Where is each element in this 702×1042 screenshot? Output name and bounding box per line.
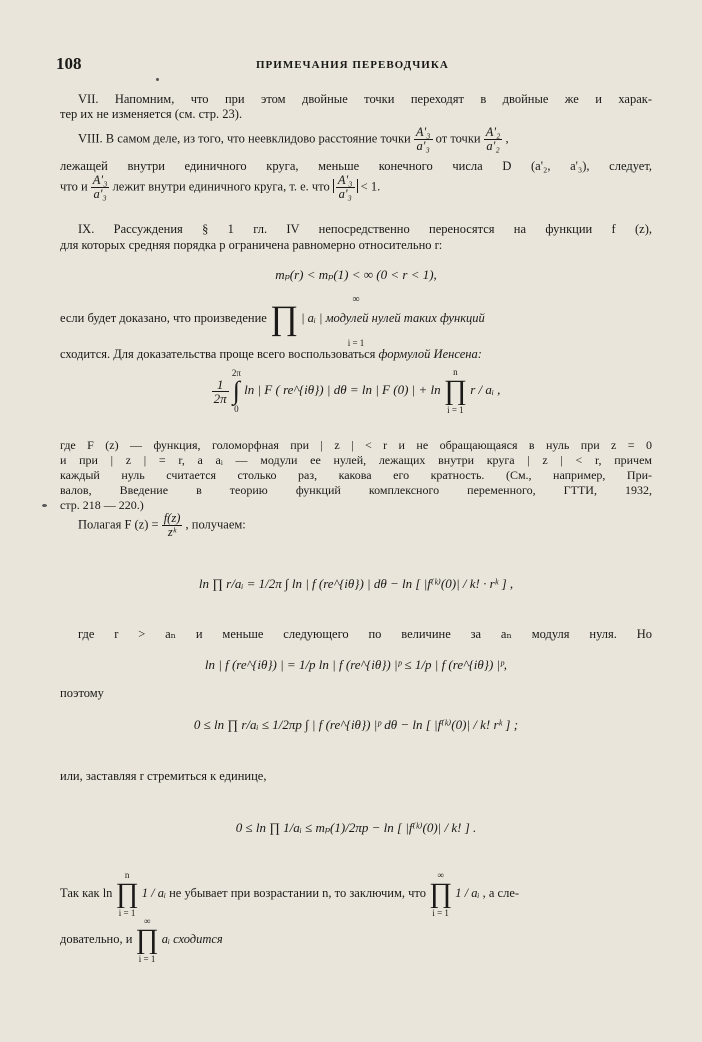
frac-den: a'₂	[486, 139, 500, 153]
final-text-d: довательно, и	[60, 931, 133, 946]
prod-sub-limit: i = 1	[347, 338, 365, 348]
prod-lower: i = 1	[118, 908, 136, 918]
final-prod-3: ∞ ∏ i = 1	[135, 916, 159, 964]
final-text-b: не убывает при возрастании n, то заключим, что	[169, 885, 426, 900]
final-frac-2: 1 / aᵢ	[455, 885, 480, 900]
polagaya-text-b: , получаем:	[185, 517, 246, 532]
prod-text-a: если будет доказано, что произведение	[60, 310, 267, 325]
equation-4: ln | f (re^{iθ}) | = 1/p ln | f (re^{iθ}) |ᵖ ≤ 1/p | f (re^{iθ}) |ᵖ,	[204, 657, 508, 672]
note-viii-text-d: что и	[60, 179, 88, 194]
ili-line: или, заставляя r стремиться к единице,	[60, 769, 267, 783]
abs-value	[333, 173, 358, 201]
note-vii-line-2: тер их не изменяется (см. стр. 23).	[60, 107, 243, 121]
prod-upper: n	[453, 367, 458, 377]
note-viii-text-a: VIII. В самом деле, из того, что неевклидово расстояние точки	[78, 131, 411, 146]
equation-6: 0 ≤ ln ∏ 1/aᵢ ≤ mₚ(1)/2πp − ln [ |f⁽ᵏ⁾(0)| / k! ] .	[235, 820, 477, 835]
prod-upper: ∞	[437, 870, 444, 880]
final-text-a: Так как ln	[60, 885, 113, 900]
frac-num: A'₃	[415, 125, 431, 139]
equation-mean-bound: mₚ(r) < mₚ(1) < ∞ (0 < r < 1),	[275, 267, 437, 282]
poetomu-text: поэтому	[60, 686, 104, 700]
fraction-a3	[414, 126, 433, 153]
fraction-f-over-zk	[162, 512, 183, 539]
fraction-a2	[484, 126, 503, 153]
final-prod-2: ∞ ∏ i = 1	[429, 870, 453, 918]
frac-den: zᵏ	[167, 525, 177, 539]
running-head: ПРИМЕЧАНИЯ ПЕРЕВОДЧИКА	[256, 59, 449, 71]
desc-line-1: где F (z) — функция, голоморфная при | z | < r и не обращающаяся в нуль при z = 0	[60, 438, 652, 452]
note-viii-text-f: < 1.	[360, 179, 381, 194]
final-prod-1: n ∏ i = 1	[115, 870, 139, 918]
note-viii-line-1	[60, 126, 652, 153]
prod-lower: i = 1	[432, 908, 449, 918]
jensen-intro-text: сходится. Для доказательства проще всего воспользоваться	[60, 347, 376, 361]
page-number: 108	[56, 54, 82, 73]
polagaya-line	[60, 512, 652, 539]
frac-den: a'₃	[338, 187, 352, 201]
note-ix-line-2: для которых средняя порядка p ограничена равномерно относительно r:	[60, 238, 443, 252]
prod-text-b: | aᵢ | модулей нулей таких функций	[301, 310, 485, 325]
desc-line-2: и при | z | = r, а aᵢ — модули ее нулей, лежащих внутри круга | z | < r, причем	[60, 453, 652, 467]
where-r-line: где r > aₙ и меньше следующего по величине за aₙ модуля нуля. Но	[78, 627, 652, 641]
product-limits: n ∏ i = 1	[443, 367, 467, 415]
frac-den: a'₃	[416, 139, 430, 153]
frac-num: A'₂	[485, 125, 501, 139]
scan-speck	[42, 504, 47, 507]
prod-upper: n	[124, 870, 130, 880]
frac-num: f(z)	[163, 511, 181, 525]
fraction-a3-abs	[336, 174, 355, 201]
note-vii-line-1: VII. Напомним, что при этом двойные точки переходят в двойные же и харак-	[78, 92, 652, 106]
int-upper: 2π	[231, 368, 241, 378]
desc-line-4: валов, Введение в теорию функций комплексного переменного, ГТТИ, 1932,	[60, 483, 652, 497]
prod-sup-limit: ∞	[352, 294, 360, 305]
jensen-name: формулой Иенсена:	[378, 347, 482, 361]
jensen-intro-line	[60, 347, 652, 362]
prod-lower: i = 1	[138, 954, 156, 964]
prod-upper: ∞	[143, 916, 151, 926]
frac-num: A'₃	[337, 173, 353, 187]
final-line-1	[60, 870, 652, 918]
int-lower: 0	[234, 404, 239, 414]
product-symbol: ∏	[269, 300, 298, 337]
note-viii-text-e: лежит внутри единичного круга, т. е. что	[112, 179, 330, 194]
final-frac-1: 1 / aᵢ	[141, 885, 166, 900]
final-line-2	[60, 916, 652, 964]
jensen-lhs: ln | F ( re^{iθ}) | dθ = ln | F (0) | + ln	[244, 381, 441, 397]
frac-num: A'₃	[92, 173, 108, 187]
note-ix-line-1: IX. Рассуждения § 1 гл. IV непосредственно переносятся на функции f (z),	[78, 222, 652, 236]
note-viii-text-b: от точки	[435, 131, 481, 146]
note-viii-line-2: лежащей внутри единичного круга, меньше конечного числа D (a'₂, a'₃), следует,	[60, 159, 652, 173]
desc-line-5: стр. 218 — 220.)	[60, 498, 144, 512]
polagaya-text-a: Полагая F (z) =	[78, 517, 159, 532]
jensen-rhs: r / aᵢ ,	[470, 381, 501, 397]
desc-line-3: каждый нуль считается столько раз, какова его кратность. (См., например, При-	[60, 468, 652, 482]
integral-limits: 2π ∫ 0	[231, 368, 241, 414]
scan-speck	[156, 78, 159, 81]
equation-jensen	[60, 367, 652, 427]
prod-line	[60, 302, 652, 338]
page-header	[56, 54, 650, 76]
equation-5: 0 ≤ ln ∏ r/aᵢ ≤ 1/2πp ∫ | f (re^{iθ}) |ᵖ dθ − ln [ |f⁽ᵏ⁾(0)| / k! rᵏ ] ;	[193, 717, 519, 732]
final-text-c: , а сле-	[482, 885, 520, 900]
prod-lower: i = 1	[447, 405, 464, 415]
final-text-e: aᵢ сходится	[161, 931, 223, 946]
note-viii-line-3	[60, 174, 652, 201]
frac-den: a'₃	[93, 187, 107, 201]
fraction-a3-repeat	[91, 174, 110, 201]
equation-3: ln ∏ r/aᵢ = 1/2π ∫ ln | f (re^{iθ}) | dθ − ln [ |f⁽ᵏ⁾(0)| / k! · rᵏ ] ,	[198, 576, 514, 591]
fraction-1-2pi: $\frac{1}{2\pi}$	[213, 376, 227, 406]
note-viii-text-c: ,	[505, 131, 509, 146]
